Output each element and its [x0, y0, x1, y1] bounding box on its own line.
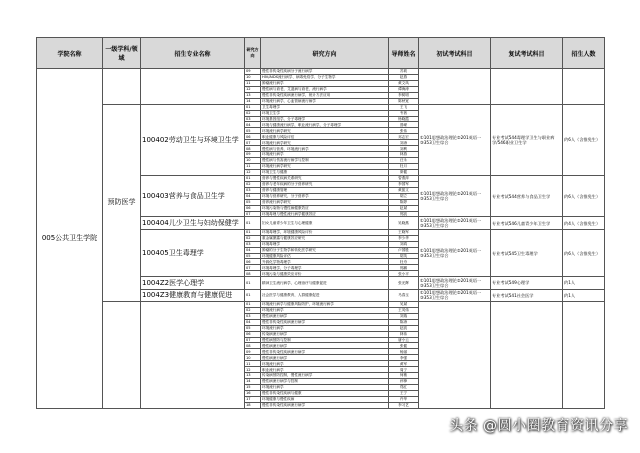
row-code: 12 — [245, 86, 261, 92]
major-name: 100405卫生毒理学 — [141, 229, 245, 277]
row-supervisor: 刘利 — [389, 146, 419, 152]
row-code: 01 — [245, 175, 261, 181]
row-supervisor: 林燕 — [389, 152, 419, 158]
row-direction: 职业流行病学 — [261, 367, 389, 373]
row-direction: 环境健康风险评估 — [261, 253, 389, 259]
row-supervisor: 李少华 — [389, 235, 419, 241]
row-direction: 环境毒理学 — [261, 241, 389, 247]
row-supervisor: 陈涛 — [389, 319, 419, 325]
row-code: 07 — [245, 337, 261, 343]
row-supervisor: 谭海涛 — [389, 86, 419, 92]
row-code: 05 — [245, 325, 261, 331]
row-code: 06 — [245, 259, 261, 265]
quota: 约1人 — [563, 289, 605, 301]
row-supervisor: 杨晓霞 — [389, 116, 419, 122]
row-code: 01 — [245, 104, 261, 110]
row-code: 06 — [245, 331, 261, 337]
row-direction: 慢性病流行病学 — [261, 343, 389, 349]
row-code: 14 — [245, 98, 261, 104]
row-supervisor: 何敏 — [389, 373, 419, 379]
quota: 约6人（含推免生） — [563, 175, 605, 217]
major-name: 100403营养与食品卫生学 — [141, 175, 245, 217]
row-supervisor: 曾燕萍 — [389, 175, 419, 181]
row-supervisor: 吴斌 — [389, 301, 419, 307]
row-direction: 肿瘤的分子生物学和转化医学研究 — [261, 247, 389, 253]
row-code: 11 — [245, 164, 261, 170]
row-direction: 环境流行病学，心血管病流行病学 — [261, 98, 389, 104]
major-cell-top — [141, 69, 245, 105]
row-code: 09 — [245, 152, 261, 158]
row-supervisor: 胡英 — [389, 253, 419, 259]
row-supervisor: 王晓军 — [389, 229, 419, 235]
row-supervisor: 唐小云 — [389, 337, 419, 343]
header-row — [37, 38, 605, 69]
quota-cell-bottom — [563, 301, 605, 408]
row-direction: 环境与健康流行病学，职业流行病学，分子毒理学 — [261, 122, 389, 128]
row-direction: 环境毒理学，环境健康风险评价 — [261, 229, 389, 235]
major-name: 1004Z2医学心理学 — [141, 277, 245, 289]
header-exam: 初试考试科目 — [419, 38, 491, 69]
row-direction: 职业健康与风险评估 — [261, 134, 389, 140]
row-direction: 环境与营养研究，分子营养学 — [261, 193, 389, 199]
row-code: 08 — [245, 343, 261, 349]
row-direction: 环境卫生学 — [261, 110, 389, 116]
quota: 约6人（含推免生） — [563, 104, 605, 175]
row-code: 10 — [245, 158, 261, 164]
row-code: 02 — [245, 181, 261, 187]
row-supervisor: 刘瑞 — [389, 313, 419, 319]
discipline-cell-bottom — [103, 301, 141, 408]
row-code: 13 — [245, 373, 261, 379]
row-supervisor: 郑红 — [389, 385, 419, 391]
row-code: 04 — [245, 122, 261, 128]
row-direction: 环境基因组学，分子毒理学 — [261, 116, 389, 122]
row-code: 10 — [245, 74, 261, 80]
header-supervisor: 导师姓名 — [389, 38, 419, 69]
row-supervisor: 汪永 — [389, 158, 419, 164]
row-supervisor: 张伟 — [389, 128, 419, 134]
row-code: 06 — [245, 134, 261, 140]
row-code: 05 — [245, 199, 261, 205]
row-supervisor: 郭鹏 — [389, 265, 419, 271]
row-direction: 环境流行病学与健康风险防护，环境流行病学 — [261, 301, 389, 307]
row-code: 07 — [245, 265, 261, 271]
row-code: 08 — [245, 146, 261, 152]
row-supervisor: 林伟 — [389, 331, 419, 337]
header-discipline: 一级学科/领域 — [103, 38, 141, 69]
row-direction: 环境污染物与慢性病健康效应 — [261, 205, 389, 211]
row-code: 11 — [245, 361, 261, 367]
row-direction: 环境流行病学研究 — [261, 164, 389, 170]
row-direction: 慢性非传染性疾病流行病学 — [261, 319, 389, 325]
row-supervisor: 王飞 — [389, 104, 419, 110]
row-supervisor: 赵斌 — [389, 205, 419, 211]
admissions-table — [36, 37, 605, 409]
row-direction: 环境流行病学 — [261, 385, 389, 391]
row-supervisor: 吴晓燕 — [389, 217, 419, 229]
row-direction: 营养流行病学研究 — [261, 199, 389, 205]
row-code: 09 — [245, 69, 261, 75]
row-supervisor: 李强 — [389, 355, 419, 361]
row-direction: 社会医学与健康教育，人群健康促进 — [261, 289, 389, 301]
row-code: 12 — [245, 169, 261, 175]
exam-cell-bottom — [419, 301, 491, 408]
header-retest: 复试考试科目 — [491, 38, 563, 69]
row-supervisor: 马春玉 — [389, 289, 419, 301]
row-direction: 慢性非传染性疾病与健康 — [261, 390, 389, 396]
row-direction: 环境流行病学 — [261, 361, 389, 367]
exam-subjects: ①101思想政治理论②201英语一③353卫生综合 — [419, 217, 491, 229]
row-code: 01 — [245, 217, 261, 229]
row-code: 12 — [245, 367, 261, 373]
header-quota: 招生人数 — [563, 38, 605, 69]
row-supervisor: 王宁 — [389, 390, 419, 396]
row-direction: 环境流行病学 — [261, 307, 389, 313]
row-direction: 慢性病流行病学 — [261, 355, 389, 361]
row-supervisor: 陈秋宽 — [389, 98, 419, 104]
row-direction: 妇女儿童青少年卫生与心理健康 — [261, 217, 389, 229]
row-direction: 慢性病预防与控制 — [261, 337, 389, 343]
row-direction: 慢性病与伤害流行病学与控制 — [261, 158, 389, 164]
row-direction: 慢性非传染性疾病流行病学 — [261, 402, 389, 408]
retest-subjects: 专业考试545卫生毒理学 — [491, 229, 563, 277]
row-supervisor: 孙锋 — [389, 379, 419, 385]
row-direction: 重金属暴露与健康效应研究 — [261, 235, 389, 241]
discipline-name: 预防医学 — [103, 104, 141, 301]
row-supervisor: 廖健 — [389, 169, 419, 175]
row-code: 05 — [245, 253, 261, 259]
row-direction: 环境毒理学，分子毒理学 — [261, 265, 389, 271]
row-direction: 传染病预防控制，慢性流行病学 — [261, 373, 389, 379]
exam-subjects: ①101思想政治理论②201英语一③353卫生综合 — [419, 289, 491, 301]
row-direction: 环境健康与慢性疾病 — [261, 396, 389, 402]
major-name: 1004Z3健康教育与健康促进 — [141, 289, 245, 301]
row-code: 11 — [245, 80, 261, 86]
row-supervisor: 许华 — [389, 396, 419, 402]
row-code: 17 — [245, 396, 261, 402]
row-code: 06 — [245, 205, 261, 211]
retest-subjects: 专业考试541社会医学 — [491, 289, 563, 301]
row-direction: 环境流行病学研究 — [261, 128, 389, 134]
row-direction: 慢性非传染性疾病流行病学 — [261, 349, 389, 355]
row-supervisor: 杨丽 — [389, 349, 419, 355]
table-row — [37, 301, 605, 307]
row-code: 13 — [245, 92, 261, 98]
row-supervisor: 卢国胜 — [389, 247, 419, 253]
row-direction: 营养与慢性疾病关系研究 — [261, 175, 389, 181]
major-name: 100402劳动卫生与环境卫生学 — [141, 104, 245, 175]
row-supervisor: 张小平 — [389, 271, 419, 277]
row-supervisor: 曾嵘 — [389, 122, 419, 128]
row-direction: 慢性非传染性疾病分子流行病学 — [261, 69, 389, 75]
retest-cell-top — [491, 69, 563, 105]
row-code: 04 — [245, 319, 261, 325]
row-code: 03 — [245, 241, 261, 247]
retest-subjects: 专业考试544营养与食品卫生学 — [491, 175, 563, 217]
row-direction: 环境污染与健康效应评价 — [261, 271, 389, 277]
row-supervisor: 陈婷 — [389, 199, 419, 205]
header-school: 学院名称 — [37, 38, 103, 69]
retest-cell-bottom — [491, 301, 563, 408]
row-direction: HIV/AIDS流行病学、病毒免疫学、分子生物学 — [261, 74, 389, 80]
watermark: 头条 @圆小圈教育资讯分享 — [449, 418, 628, 434]
row-direction: 慢性病与营养，环境流行病学 — [261, 146, 389, 152]
retest-subjects: 专业考试546儿童青少年卫生学 — [491, 217, 563, 229]
row-code: 03 — [245, 116, 261, 122]
row-direction: 慢性病与衰老，艾滋病与衰老，流行病学 — [261, 86, 389, 92]
quota: 约4人（含推免生） — [563, 217, 605, 229]
exam-subjects: ①101思想政治理论②201英语一③353卫生综合 — [419, 104, 491, 175]
quota: 约6人（含推免生） — [563, 229, 605, 277]
row-supervisor: 李习艺 — [389, 402, 419, 408]
header-major: 招生专业名称 — [141, 38, 245, 69]
row-code: 10 — [245, 355, 261, 361]
row-supervisor: 郭凯 — [389, 211, 419, 217]
row-direction: 肿瘤流行病学 — [261, 80, 389, 86]
row-code: 03 — [245, 187, 261, 193]
row-supervisor: 赵凯 — [389, 325, 419, 331]
row-supervisor: 张健 — [389, 343, 419, 349]
header-direction: 研究方向 — [261, 38, 389, 69]
retest-subjects: 专业考试544毒理学卫生与职业病学/546职业卫生学 — [491, 104, 563, 175]
row-supervisor: 李国军 — [389, 181, 419, 187]
row-code: 01 — [245, 289, 261, 301]
row-supervisor: 张光辉 — [389, 277, 419, 289]
row-supervisor: 胡立 — [389, 193, 419, 199]
row-code: 07 — [245, 211, 261, 217]
header-mode: 研究方向 — [245, 38, 261, 69]
row-direction: 营养与老年疾病的分子营养研究 — [261, 181, 389, 187]
row-code: 04 — [245, 247, 261, 253]
row-direction: 环境流行病学 — [261, 325, 389, 331]
exam-subjects: ①101思想政治理论②201英语一③353卫生综合 — [419, 277, 491, 289]
major-cell-bottom — [141, 301, 245, 408]
exam-subjects: ①101思想政治理论②201英语一③353卫生综合 — [419, 175, 491, 217]
school-name: 005公共卫生学院 — [37, 69, 103, 409]
discipline-cell-top — [103, 69, 141, 105]
row-supervisor: 杜月 — [389, 164, 419, 170]
row-supervisor: 杜舟 — [389, 259, 419, 265]
row-code: 02 — [245, 235, 261, 241]
row-direction: 卫生毒理学 — [261, 104, 389, 110]
row-direction: 外源化学物毒理学 — [261, 259, 389, 265]
row-code: 08 — [245, 271, 261, 277]
table-body — [37, 69, 605, 409]
row-direction: 精神卫生流行病学，心理治疗与健康促进 — [261, 277, 389, 289]
quota-cell-top — [563, 69, 605, 105]
quota: 约1人 — [563, 277, 605, 289]
row-code: 07 — [245, 140, 261, 146]
row-code: 15 — [245, 385, 261, 391]
row-supervisor: 周宁 — [389, 367, 419, 373]
row-supervisor: 韦茜 — [389, 110, 419, 116]
row-supervisor: 刘鸿 — [389, 241, 419, 247]
row-code: 01 — [245, 301, 261, 307]
row-code: 01 — [245, 229, 261, 235]
retest-subjects: 专业考试549心理学 — [491, 277, 563, 289]
major-name: 100404儿少卫生与妇幼保健学 — [141, 217, 245, 229]
row-code: 05 — [245, 128, 261, 134]
row-code: 09 — [245, 349, 261, 355]
exam-cell-top — [419, 69, 491, 105]
row-direction: 环境毒理与慢性流行病学健康效应 — [261, 211, 389, 217]
row-supervisor: 王英伟 — [389, 307, 419, 313]
exam-subjects: ①101思想政治理论②201英语一③353卫生综合 — [419, 229, 491, 277]
row-direction: 慢性病流行病学与控制 — [261, 379, 389, 385]
row-direction: 慢性非传染性疾病流行病学，统计方法应用 — [261, 92, 389, 98]
row-direction: 环境流行病学 — [261, 152, 389, 158]
row-supervisor: 李树明 — [389, 92, 419, 98]
row-direction: 慢性病流行病学 — [261, 313, 389, 319]
row-supervisor: 黄振文 — [389, 187, 419, 193]
row-code: 16 — [245, 390, 261, 396]
row-supervisor: 黄文凤 — [389, 80, 419, 86]
row-supervisor: 黄军 — [389, 361, 419, 367]
row-supervisor: 苏莉 — [389, 69, 419, 75]
row-code: 02 — [245, 307, 261, 313]
row-code: 14 — [245, 379, 261, 385]
row-supervisor: 邓志宏 — [389, 134, 419, 140]
row-code: 18 — [245, 402, 261, 408]
row-code: 02 — [245, 110, 261, 116]
row-direction: 环境卫生与健康 — [261, 169, 389, 175]
row-direction: 环境流行病学研究 — [261, 140, 389, 146]
row-code: 01 — [245, 277, 261, 289]
row-direction: 传染病流行病学 — [261, 331, 389, 337]
row-direction: 营养与健康管理 — [261, 187, 389, 193]
row-supervisor: 赵燕 — [389, 74, 419, 80]
row-code: 03 — [245, 313, 261, 319]
row-code: 04 — [245, 193, 261, 199]
row-supervisor: 刘涛 — [389, 140, 419, 146]
